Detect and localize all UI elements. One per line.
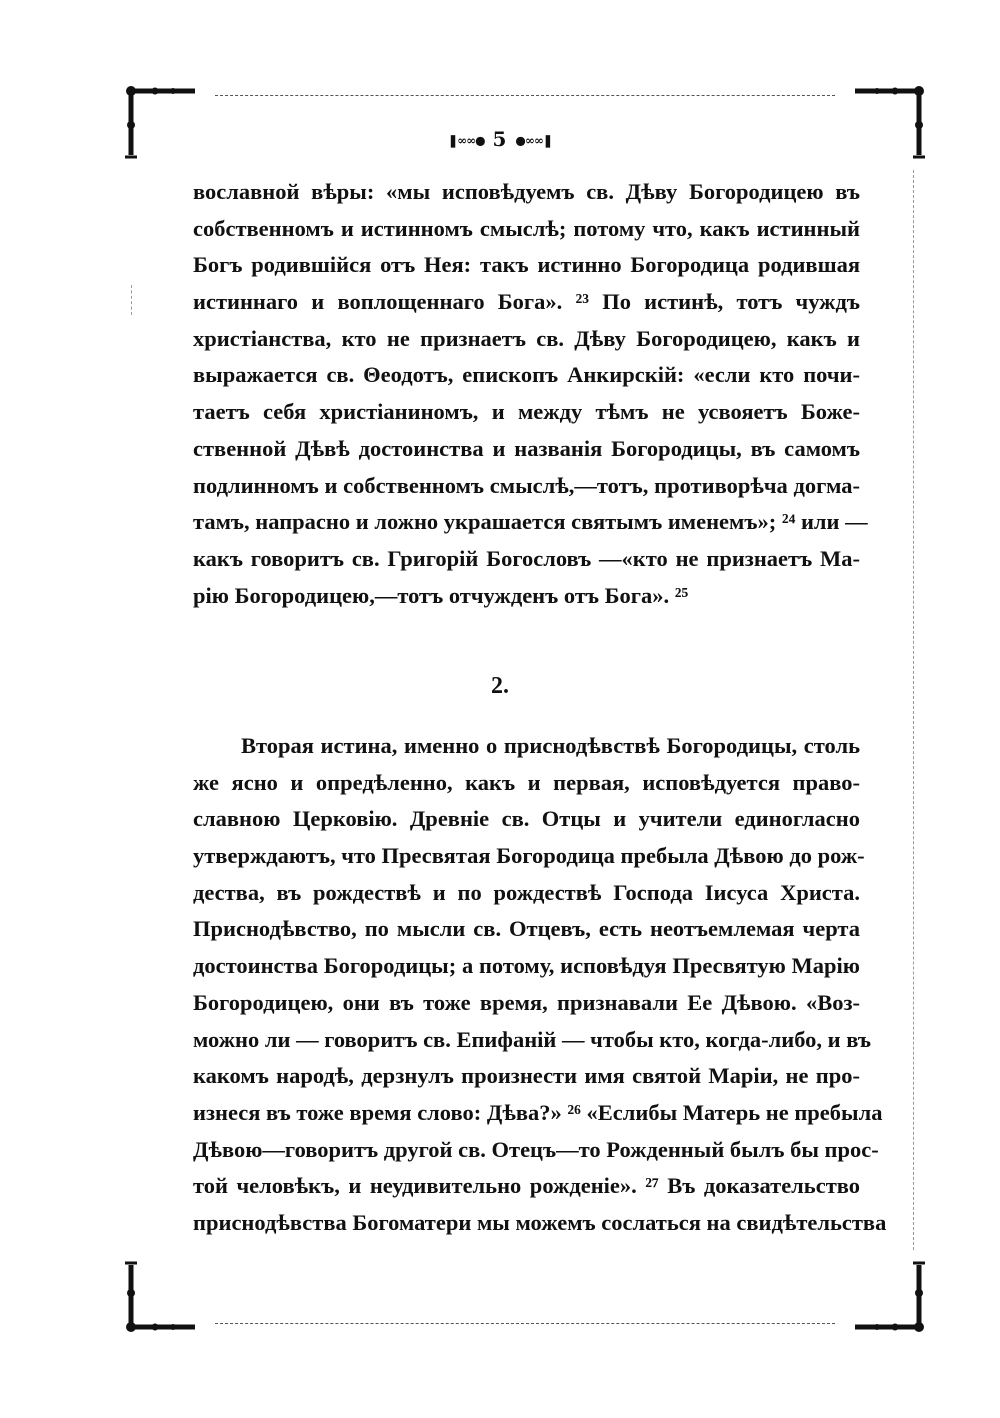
- header-ornament-left: ❚∞∞●: [448, 133, 485, 148]
- left-margin-mark: [131, 285, 132, 315]
- text-line: Вторая истина, именно о приснодѣвствѣ Богородицы, столь: [241, 733, 860, 758]
- paragraph-continuation: [193, 174, 868, 614]
- text-line: можно ли — говоритъ св. Епифаній — чтобы кто, когда-либо, и въ: [193, 1026, 871, 1052]
- right-margin-line: [913, 170, 914, 1250]
- text-line: таетъ себя христіаниномъ, и между тѣмъ не усвояетъ Боже-: [193, 399, 860, 425]
- page-number: 5: [492, 127, 508, 151]
- text-line: христіанства, кто не признаетъ св. Дѣву Богородицею, какъ и: [193, 325, 860, 351]
- ornamental-corner-bottom-right: [835, 1255, 925, 1335]
- top-border-rule: [215, 95, 835, 96]
- page-header: [0, 127, 1000, 151]
- bottom-border-rule: [215, 1323, 835, 1324]
- text-line: той человѣкъ, и неудивительно рожденіе». ²⁷ Въ доказательство: [193, 1173, 860, 1199]
- text-line: достоинства Богородицы; а потому, исповѣдуя Пресвятую Марію: [193, 953, 860, 979]
- text-line: изнеся въ тоже время слово: Дѣва?» ²⁶ «Еслибы Матерь не пребыла: [193, 1099, 883, 1125]
- text-line: дества, въ рождествѣ и по рождествѣ Господа Іисуса Христа.: [193, 879, 860, 905]
- text-line: ственной Дѣвѣ достоинства и названія Богородицы, въ самомъ: [193, 435, 860, 461]
- ornamental-corner-top-right: [835, 85, 925, 165]
- text-line: Приснодѣвство, по мысли св. Отцевъ, есть неотъемлемая черта: [193, 916, 860, 942]
- paragraph-second-truth: [193, 728, 887, 1242]
- text-line: истиннаго и воплощеннаго Бога». ²³ По истинѣ, тотъ чуждъ: [193, 289, 860, 315]
- text-line: вославной вѣры: «мы исповѣдуемъ св. Дѣву Богородицею въ: [193, 179, 860, 204]
- text-line: славною Церковію. Древніе св. Отцы и учители единогласно: [193, 806, 860, 832]
- text-line: какъ говоритъ св. Григорій Богословъ —«кто не признаетъ Ма-: [193, 545, 860, 571]
- ornamental-corner-bottom-left: [125, 1255, 215, 1335]
- section-number: 2.: [491, 673, 509, 699]
- text-line: Богъ родившійся отъ Нея: такъ истинно Богородица родившая: [193, 252, 860, 278]
- ornamental-corner-top-left: [125, 85, 215, 165]
- text-line: выражается св. Θеодотъ, епископъ Анкирскій: «если кто почи-: [193, 362, 860, 388]
- text-line: тамъ, напрасно и ложно украшается святымъ именемъ»; ²⁴ или —: [193, 509, 868, 535]
- text-line: подлинномъ и собственномъ смыслѣ,—тотъ, противорѣча догма-: [193, 472, 860, 498]
- text-line: же ясно и опредѣленно, какъ и первая, исповѣдуется право-: [193, 769, 860, 795]
- text-line: приснодѣвства Богоматери мы можемъ сослаться на свидѣтельства: [193, 1209, 887, 1235]
- header-ornament-right: ●∞∞❚: [515, 133, 552, 148]
- text-line: Богородицею, они въ тоже время, признавали Ее Дѣвою. «Воз-: [193, 989, 860, 1015]
- text-line: какомъ народѣ, дерзнулъ произнести имя святой Маріи, не про-: [193, 1063, 860, 1089]
- text-line: рію Богородицею,—тотъ отчужденъ отъ Бога». ²⁵: [193, 582, 689, 608]
- text-line: собственномъ и истинномъ смыслѣ; потому что, какъ истинный: [193, 215, 860, 241]
- text-line: Дѣвою—говоритъ другой св. Отецъ—то Рожденный былъ бы прос-: [193, 1136, 879, 1162]
- text-line: утверждаютъ, что Пресвятая Богородица пребыла Дѣвою до рож-: [193, 843, 865, 869]
